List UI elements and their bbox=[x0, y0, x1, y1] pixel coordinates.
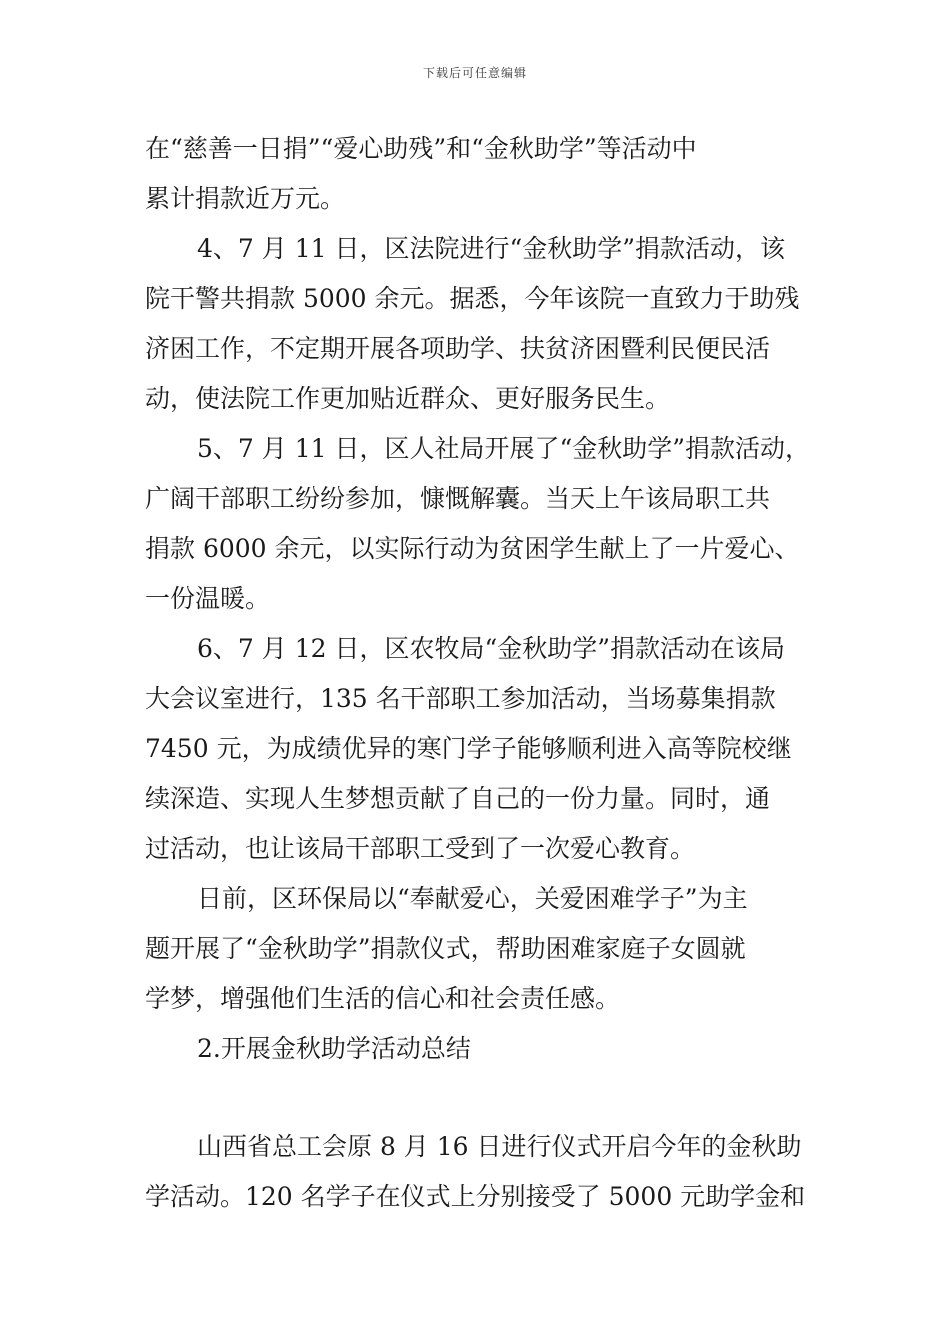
page-header: 下载后可任意编辑 bbox=[422, 66, 527, 80]
text-line: 4、7 月 11 日，区法院进行“金秋助学”捐款活动，该 bbox=[197, 234, 786, 263]
text-line: 捐款 6000 余元，以实际行动为贫困学生献上了一片爱心、 bbox=[145, 534, 800, 563]
text-line: 山西省总工会原 8 月 16 日进行仪式开启今年的金秋助 bbox=[197, 1132, 802, 1161]
paragraph-spacer bbox=[145, 1074, 825, 1122]
text-line: 日前，区环保局以“奉献爱心，关爱困难学子”为主 bbox=[197, 884, 748, 913]
document-body bbox=[145, 124, 825, 1222]
text-line: 在“慈善一日捐”“爱心助残”和“金秋助学”等活动中 bbox=[145, 134, 697, 163]
text-line: 5、7 月 11 日，区人社局开展了“金秋助学”捐款活动， bbox=[197, 434, 811, 463]
text-line: 累计捐款近万元。 bbox=[145, 184, 346, 213]
text-line: 动，使法院工作更加贴近群众、更好服务民生。 bbox=[145, 384, 671, 413]
text-line: 一份温暖。 bbox=[145, 584, 271, 613]
text-line: 院干警共捐款 5000 余元。据悉，今年该院一直致力于助残 bbox=[145, 284, 800, 313]
section-heading: 2.开展金秋助学活动总结 bbox=[197, 1034, 471, 1063]
text-line: 过活动，也让该局干部职工受到了一次爱心教育。 bbox=[145, 834, 696, 863]
text-line: 题开展了“金秋助学”捐款仪式，帮助困难家庭子女圆就 bbox=[145, 934, 746, 963]
text-line: 大会议室进行，135 名干部职工参加活动，当场募集捐款 bbox=[145, 684, 776, 713]
text-line: 6、7 月 12 日，区农牧局“金秋助学”捐款活动在该局 bbox=[197, 634, 786, 663]
text-line: 济困工作，不定期开展各项助学、扶贫济困暨利民便民活 bbox=[145, 334, 771, 363]
text-line: 广阔干部职工纷纷参加，慷慨解囊。当天上午该局职工共 bbox=[145, 484, 771, 513]
text-line: 学梦，增强他们生活的信心和社会责任感。 bbox=[145, 984, 621, 1013]
text-line: 续深造、实现人生梦想贡献了自己的一份力量。同时，通 bbox=[145, 784, 771, 813]
text-line: 学活动。120 名学子在仪式上分别接受了 5000 元助学金和 bbox=[145, 1182, 806, 1211]
text-line: 7450 元，为成绩优异的寒门学子能够顺利进入高等院校继 bbox=[145, 734, 792, 763]
